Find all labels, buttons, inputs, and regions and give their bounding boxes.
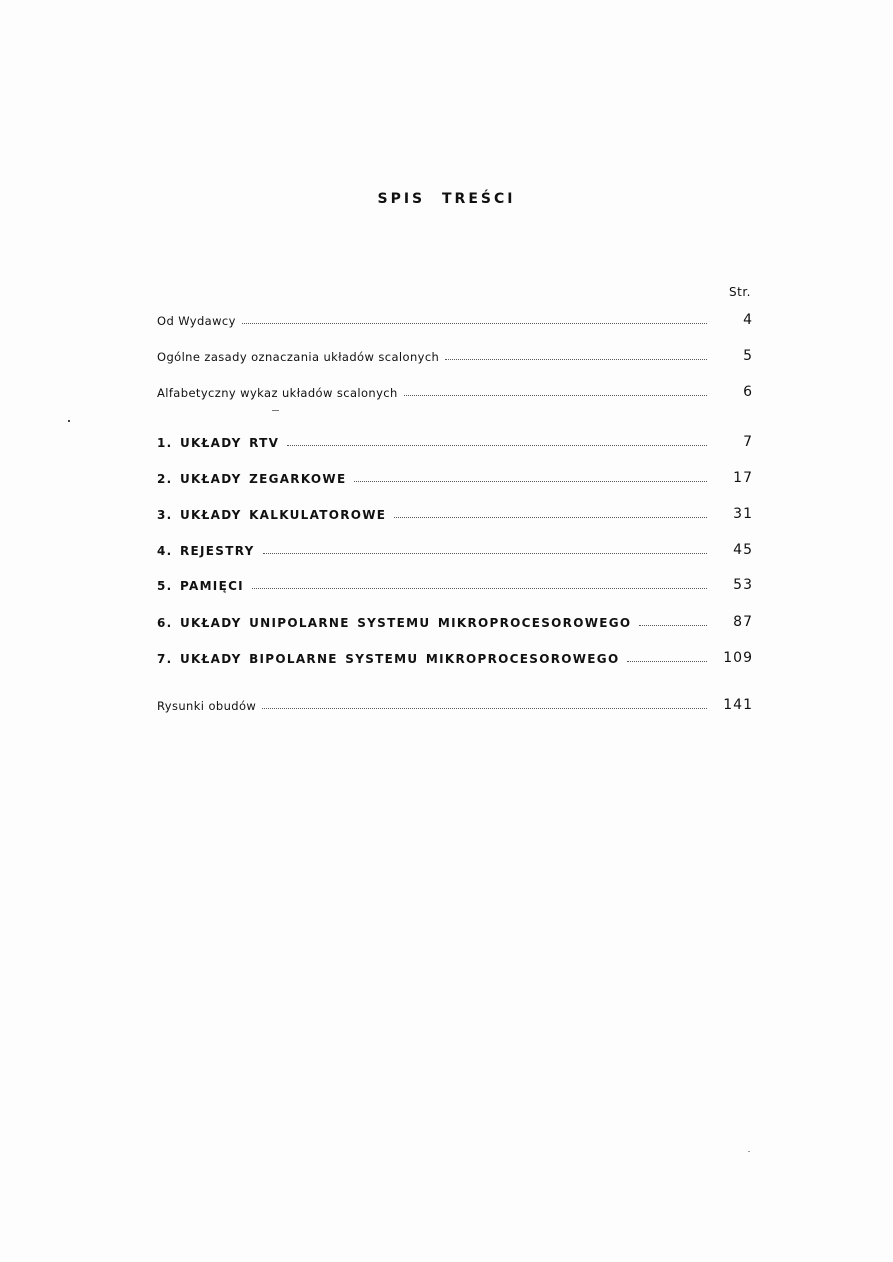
toc-entry-label: 6. UKŁADY UNIPOLARNE SYSTEMU MIKROPROCESOROWEGO — [157, 616, 632, 630]
dot-leader — [394, 517, 707, 518]
page-column-label: Str. — [729, 285, 751, 299]
dot-leader — [445, 359, 707, 360]
toc-entry-label: 7. UKŁADY BIPOLARNE SYSTEMU MIKROPROCESOROWEGO — [157, 652, 620, 666]
dot-leader — [287, 445, 707, 446]
dot-leader — [252, 588, 707, 589]
toc-entry-page: 7 — [743, 434, 753, 450]
toc-entry-page: 5 — [743, 348, 753, 364]
toc-entry-label: Rysunki obudów — [157, 699, 257, 713]
dot-leader — [404, 395, 707, 396]
dot-leader — [639, 625, 707, 626]
toc-entry-page: 17 — [733, 470, 753, 486]
toc-entry-page: 141 — [723, 697, 753, 713]
toc-entry-page: 31 — [733, 506, 753, 522]
dot-leader — [627, 661, 707, 662]
toc-entry-page: 109 — [723, 650, 753, 666]
toc-chapter-entry[interactable] — [157, 575, 753, 593]
toc-entry-page: 4 — [743, 312, 753, 328]
toc-chapter-entry[interactable] — [157, 648, 753, 666]
toc-entry-page: 53 — [733, 577, 753, 593]
toc-entry-label: Ogólne zasady oznaczania układów scalonych — [157, 350, 440, 364]
dot-leader — [262, 708, 707, 709]
toc-entry-label: 2. UKŁADY ZEGARKOWE — [157, 472, 347, 486]
toc-entry-label: 4. REJESTRY — [157, 544, 255, 558]
toc-chapter-entry[interactable] — [157, 540, 753, 558]
toc-entry-page: 87 — [733, 614, 753, 630]
toc-entry[interactable] — [157, 346, 753, 364]
scan-dash — [272, 410, 279, 411]
toc-entry[interactable] — [157, 310, 753, 328]
toc-entry-page: 6 — [743, 384, 753, 400]
toc-chapter-entry[interactable] — [157, 612, 753, 630]
toc-entry-label: Alfabetyczny wykaz układów scalonych — [157, 386, 398, 400]
dot-leader — [242, 323, 707, 324]
toc-chapter-entry[interactable] — [157, 432, 753, 450]
toc-entry[interactable] — [157, 382, 753, 400]
toc-entry-label: 1. UKŁADY RTV — [157, 436, 280, 450]
scan-speck — [748, 1151, 750, 1152]
scan-speck — [68, 420, 70, 422]
toc-entry[interactable] — [157, 695, 753, 713]
toc-chapter-entry[interactable] — [157, 504, 753, 522]
toc-entry-page: 45 — [733, 542, 753, 558]
dot-leader — [263, 553, 707, 554]
dot-leader — [354, 481, 707, 482]
toc-entry-label: 3. UKŁADY KALKULATOROWE — [157, 508, 387, 522]
toc-chapter-entry[interactable] — [157, 468, 753, 486]
page-title: SPIS TREŚCI — [377, 191, 516, 207]
toc-entry-label: 5. PAMIĘCI — [157, 579, 244, 593]
toc-entry-label: Od Wydawcy — [157, 314, 236, 328]
